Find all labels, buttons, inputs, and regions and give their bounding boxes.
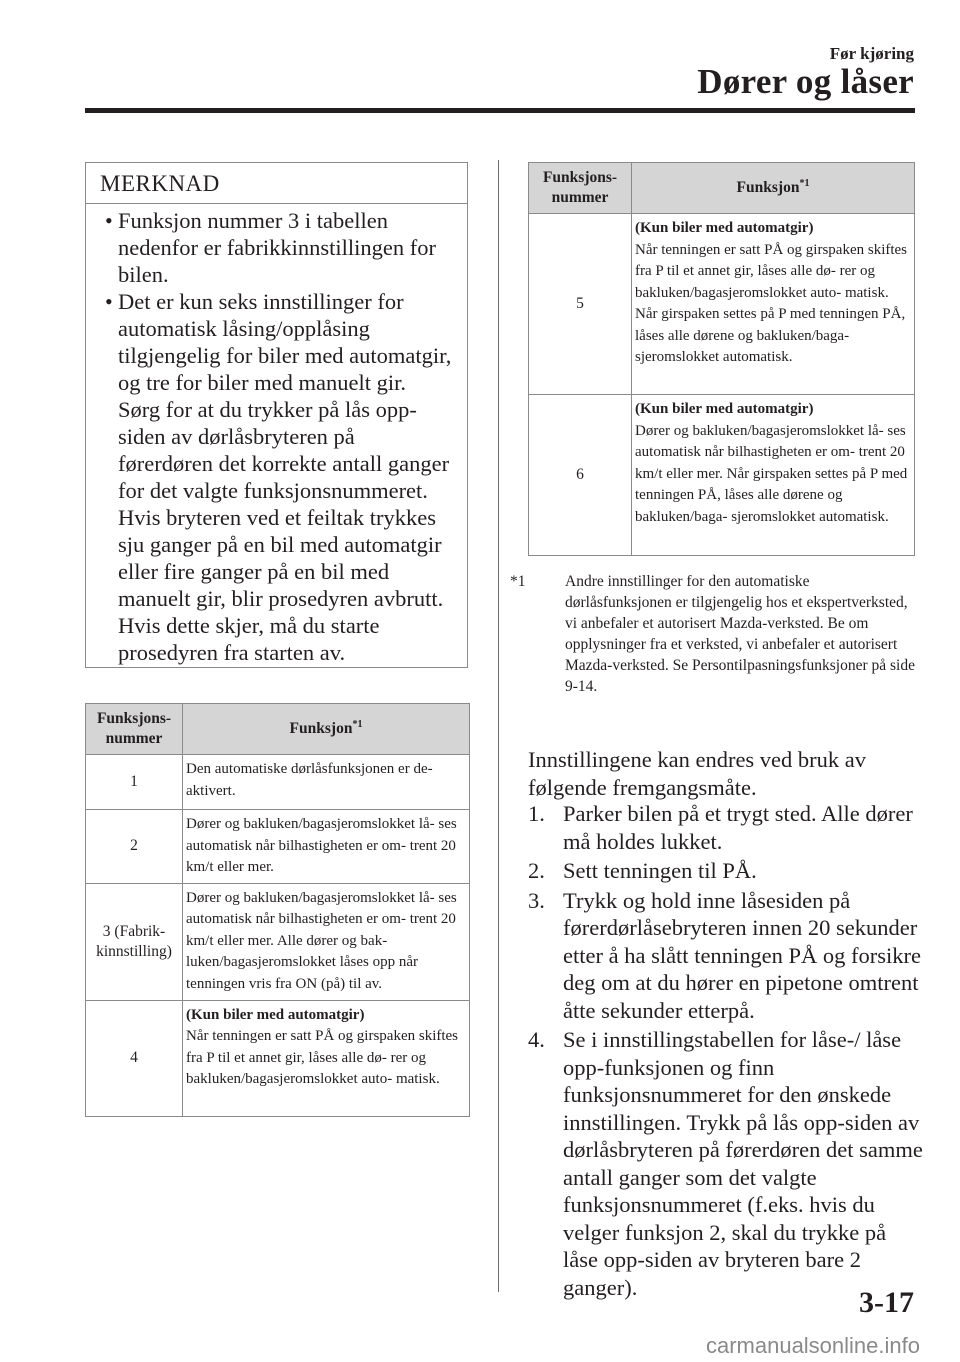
note-item: [86, 207, 467, 288]
note-box: [85, 162, 468, 668]
function-description: Dører og bakluken/bagasjeromslokket lå- ses automatisk når bilhastigheten er om- trent 20 km/t eller mer.: [183, 810, 470, 884]
watermark: carmanualsonline.info: [705, 1333, 920, 1358]
note-item-text: Det er kun seks innstillinger for automatisk låsing/opplåsing tilgjengelig for biler med automatgir, og tre for biler med manuelt gir. Sørg for at du trykker på lås opp-siden av dørlåsbryteren på førerdøren det korrekte antall ganger for det valgte funksjonsnummeret. Hvis bryteren ved et feiltak trykkes sju ganger på en bil med automatgir eller fire ganger på en bil med manuelt gir, blir prosedyren avbrutt. Hvis dette skjer, må du starte prosedyren fra starten av.: [118, 289, 452, 665]
step-text: Se i innstillingstabellen for låse-/ låse opp-funksjonen og finn funksjonsnummeret for den ønskede innstillingen. Trykk på lås opp-siden av dørlåsbryteren på førerdøren det samme antall ganger som det valgte funksjonsnummeret (f.eks. hvis du velger funksjon 2, skal du trykke på låse opp-siden av bryteren bare 2 ganger).: [563, 1027, 923, 1300]
function-number: 3 (Fabrik- kinnstilling): [86, 883, 183, 1000]
step-number: 2.: [528, 858, 545, 883]
function-number: 1: [86, 755, 183, 810]
step-number: 4.: [528, 1027, 545, 1052]
footnote-text: Andre innstillinger for den automatiske dørlåsfunksjonen er tilgjengelig hos et ekspertverksted, vi anbefaler et autorisert Mazda-verksted. Be om opplysninger fra et verksted, vi anbefaler et autorisert Mazda-verksted. Se Persontilpasningsfunksjoner på side 9-14.: [565, 573, 915, 695]
procedure-intro: Innstillingene kan endres ved bruk av følgende fremgangsmåte.: [528, 747, 867, 800]
bullet-icon: •: [105, 289, 113, 314]
note-item-text: Funksjon nummer 3 i tabellen nedenfor er fabrikkinnstillingen for bilen.: [118, 208, 437, 287]
function-description: [183, 1000, 470, 1116]
footnote-ref: *1: [799, 177, 810, 189]
function-text: Dører og bakluken/bagasjeromslokket lå- ses automatisk når bilhastigheten er om- trent 20 km/t eller mer. Når girspaken settes på P med tenningen PÅ, låses alle dørene og bakluken/baga- sjeromslokket automatisk.: [635, 422, 908, 525]
note-list: [86, 207, 467, 666]
function-table-left: [85, 703, 470, 1117]
function-number: 6: [529, 395, 632, 556]
procedure-step: [528, 887, 923, 1025]
function-description: [632, 214, 915, 395]
function-condition: (Kun biler med automatgir): [635, 401, 814, 417]
section-label: Før kjøring: [829, 44, 914, 63]
function-text: Når tenningen er satt PÅ og girspaken skiftes fra P til et annet gir, låses alle dø- rer og bakluken/bagasjeromslokket auto- matisk. Når girspaken settes på P med tenningen PÅ, låses alle dørene og bakluken/baga- sjeromslokket automatisk.: [635, 241, 908, 365]
step-text: Parker bilen på et trygt sted. Alle dører må holdes lukket.: [563, 801, 913, 854]
step-number: 1.: [528, 801, 545, 826]
step-text: Trykk og hold inne låsesiden på førerdørlåsebryteren innen 20 sekunder etter å ha slått tenningen PÅ og forsikre deg om at du hører en pipetone omtrent åtte sekunder etterpå.: [563, 887, 922, 1023]
step-text: Sett tenningen til PÅ.: [563, 858, 757, 883]
function-text: Når tenningen er satt PÅ og girspaken skiftes fra P til et annet gir, låses alle dø- rer og bakluken/bagasjeromslokket auto- matisk.: [186, 1028, 459, 1087]
function-number: 4: [86, 1000, 183, 1116]
header-rule: [85, 108, 915, 113]
col-header-number: Funksjons- nummer: [86, 704, 183, 755]
table-row: [529, 214, 915, 395]
column-divider: [498, 160, 499, 1292]
function-condition: (Kun biler med automatgir): [186, 1006, 365, 1023]
footnote: [510, 571, 920, 697]
col-header-function-label: Funksjon: [736, 179, 800, 196]
footnote-mark: *1: [510, 573, 526, 590]
table-row: [86, 810, 470, 884]
page-title: Dører og låser: [697, 62, 914, 101]
table-row: [86, 755, 470, 810]
col-header-function: [183, 704, 470, 755]
function-number: 5: [529, 214, 632, 395]
col-header-function: [632, 163, 915, 214]
table-row: [86, 1000, 470, 1116]
function-description: Dører og bakluken/bagasjeromslokket lå- ses automatisk når bilhastigheten er om- trent 20 km/t eller mer. Alle dører og bak- luken/bagasjeromslokket låses opp når tenningen vris fra ON (på) til av.: [183, 883, 470, 1000]
procedure-step: [528, 800, 923, 855]
note-title: MERKNAD: [100, 171, 220, 196]
page-number: 3-17: [859, 1286, 914, 1319]
table-row: [86, 883, 470, 1000]
bullet-icon: •: [105, 208, 113, 233]
function-description: Den automatiske dørlåsfunksjonen er de- aktivert.: [183, 755, 470, 810]
function-description: [632, 395, 915, 556]
footnote-ref: *1: [352, 718, 363, 730]
procedure-step: [528, 857, 923, 885]
col-header-number: Funksjons- nummer: [529, 163, 632, 214]
function-table-right: [528, 162, 915, 556]
procedure-step: [528, 1026, 923, 1301]
table-header-row: [529, 163, 915, 214]
note-item: [86, 288, 467, 666]
note-divider: [86, 203, 467, 204]
function-number: 2: [86, 810, 183, 884]
step-number: 3.: [528, 887, 545, 913]
function-condition: (Kun biler med automatgir): [635, 220, 814, 236]
table-header-row: [86, 704, 470, 755]
procedure-steps: [528, 800, 923, 1303]
col-header-function-label: Funksjon: [289, 720, 353, 737]
table-row: [529, 395, 915, 556]
